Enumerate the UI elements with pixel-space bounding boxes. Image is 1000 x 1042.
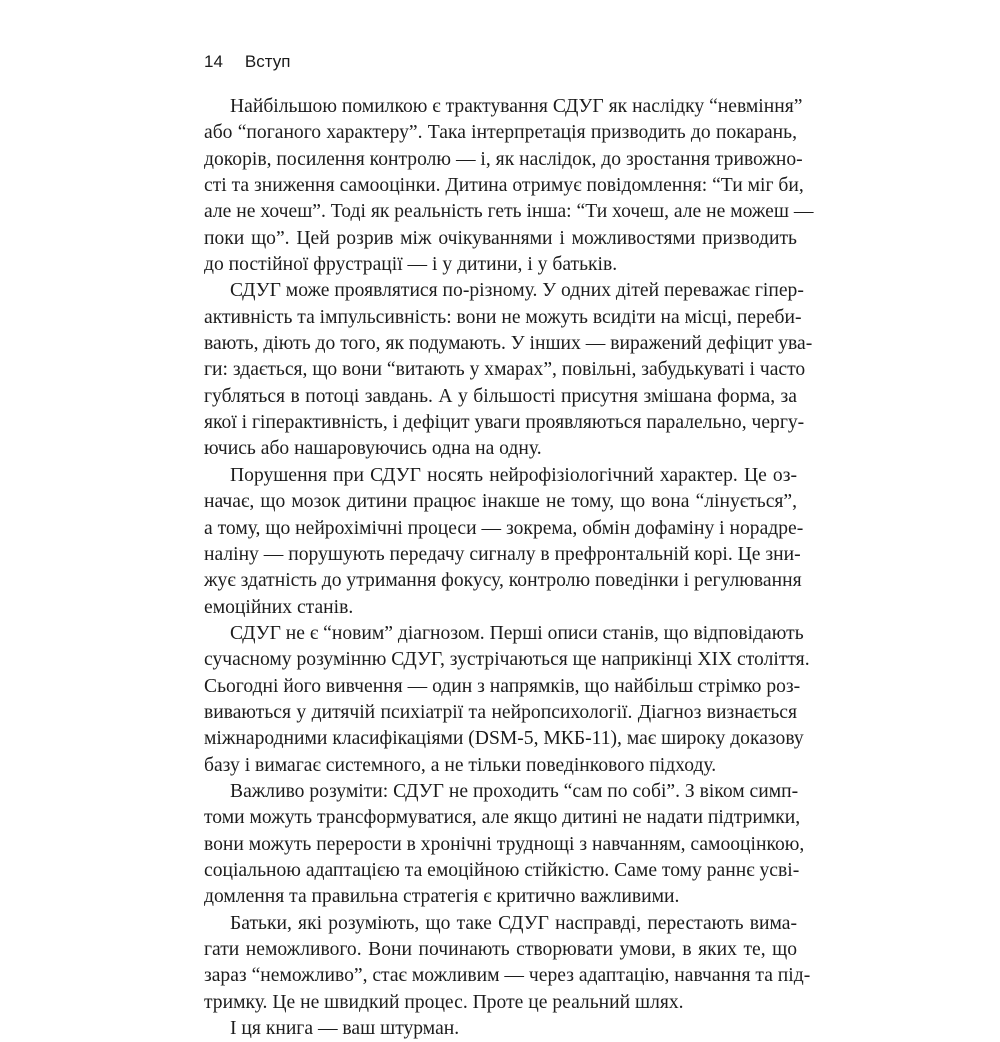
page-number: 14	[204, 52, 223, 71]
text-line: якої і гіперактивність, і дефіцит уваги проявляються паралельно, чергу-	[204, 412, 805, 434]
section-title: Вступ	[244, 52, 291, 71]
text-line: але не хочеш”. Тоді як реальність геть інша: “Ти хочеш, але не можеш —	[204, 201, 814, 223]
text-line: Батьки, які розуміють, що таке СДУГ насправді, перестають вима-	[230, 912, 797, 934]
text-line: І ця книга — ваш штурман.	[230, 1018, 460, 1040]
paragraph-6	[204, 911, 811, 1016]
text-line: губляться в потоці завдань. А у більшості присутня змішана форма, за	[204, 385, 797, 407]
text-line: томи можуть трансформуватися, але якщо дитині не надати підтримки,	[204, 807, 801, 829]
text-line: докорів, посилення контролю — і, як наслідок, до зростання тривожно-	[204, 148, 803, 170]
text-line: Порушення при СДУГ носять нейрофізіологічний характер. Це оз-	[230, 464, 797, 486]
running-head	[204, 52, 290, 72]
text-line: поки що”. Цей розрив між очікуваннями і можливостями призводить	[204, 227, 797, 249]
text-line: вони можуть перерости в хронічні труднощі з навчанням, самооцінкою,	[204, 833, 805, 855]
text-line: ги: здається, що вони “витають у хмарах”, повільні, забудькуваті і часто	[204, 359, 806, 381]
text-line: або “поганого характеру”. Така інтерпретація призводить до покарань,	[204, 122, 797, 144]
text-line: Сьогодні його вивчення — один з напрямків, що найбільш стрімко роз-	[204, 675, 801, 697]
text-line: тримку. Це не швидкий процес. Проте це реальний шлях.	[204, 991, 684, 1013]
text-line: наліну — порушують передачу сигналу в префронтальній корі. Це зни-	[204, 543, 801, 565]
text-line: гати неможливого. Вони починають створювати умови, в яких те, що	[204, 939, 797, 960]
text-line: до постійної фрустрації — і у дитини, і у батьків.	[204, 254, 618, 276]
text-line: активність та імпульсивність: вони не можуть всидіти на місці, переби-	[204, 306, 802, 328]
text-line: вають, діють до того, як подумають. У інших — виражений дефіцит ува-	[204, 333, 813, 355]
text-line: жує здатність до утримання фокусу, контролю поведінки і регулювання	[204, 570, 802, 592]
text-line: базу і вимагає системного, а не тільки поведінкового підходу.	[204, 754, 717, 776]
paragraph-3	[204, 463, 804, 621]
paragraph-5	[204, 779, 805, 911]
text-line: домлення та правильна стратегія є критично важливими.	[204, 886, 680, 908]
text-line: сучасному розумінню СДУГ, зустрічаються ще наприкінці XIX століття.	[204, 649, 810, 671]
text-line: соціальною адаптацією та емоційною стійкістю. Саме тому раннє усві-	[204, 859, 800, 881]
text-line: міжнародними класифікаціями (DSM-5, МКБ-11), має широку доказову	[204, 728, 804, 750]
text-line: ючись або нашаровуючись одна на одну.	[204, 438, 542, 460]
paragraph-7	[204, 1016, 797, 1042]
text-line: начає, що мозок дитини працює інакше не тому, що вона “лінується”,	[204, 491, 797, 513]
text-line: СДУГ не є “новим” діагнозом. Перші описи станів, що відповідають	[230, 622, 804, 644]
text-line: Важливо розуміти: СДУГ не проходить “сам по собі”. З віком симп-	[230, 780, 799, 802]
text-line: виваються у дитячій психіатрії та нейропсихології. Діагноз визнається	[204, 701, 797, 723]
text-line: сті та зниження самооцінки. Дитина отримує повідомлення: “Ти міг би,	[204, 175, 804, 197]
paragraph-4	[204, 621, 810, 779]
paragraph-2	[204, 278, 813, 462]
text-line: а тому, що нейрохімічні процеси — зокрема, обмін дофаміну і норадре-	[204, 517, 804, 539]
body-text	[204, 94, 814, 1042]
text-line: зараз “неможливо”, стає можливим — через адаптацію, навчання та під-	[204, 965, 811, 987]
text-line: емоційних станів.	[204, 596, 354, 618]
text-line: Найбільшою помилкою є трактування СДУГ як наслідку “невміння”	[230, 96, 803, 117]
paragraph-1	[204, 94, 814, 278]
text-line: СДУГ може проявлятися по-різному. У одних дітей переважає гіпер-	[230, 280, 804, 302]
